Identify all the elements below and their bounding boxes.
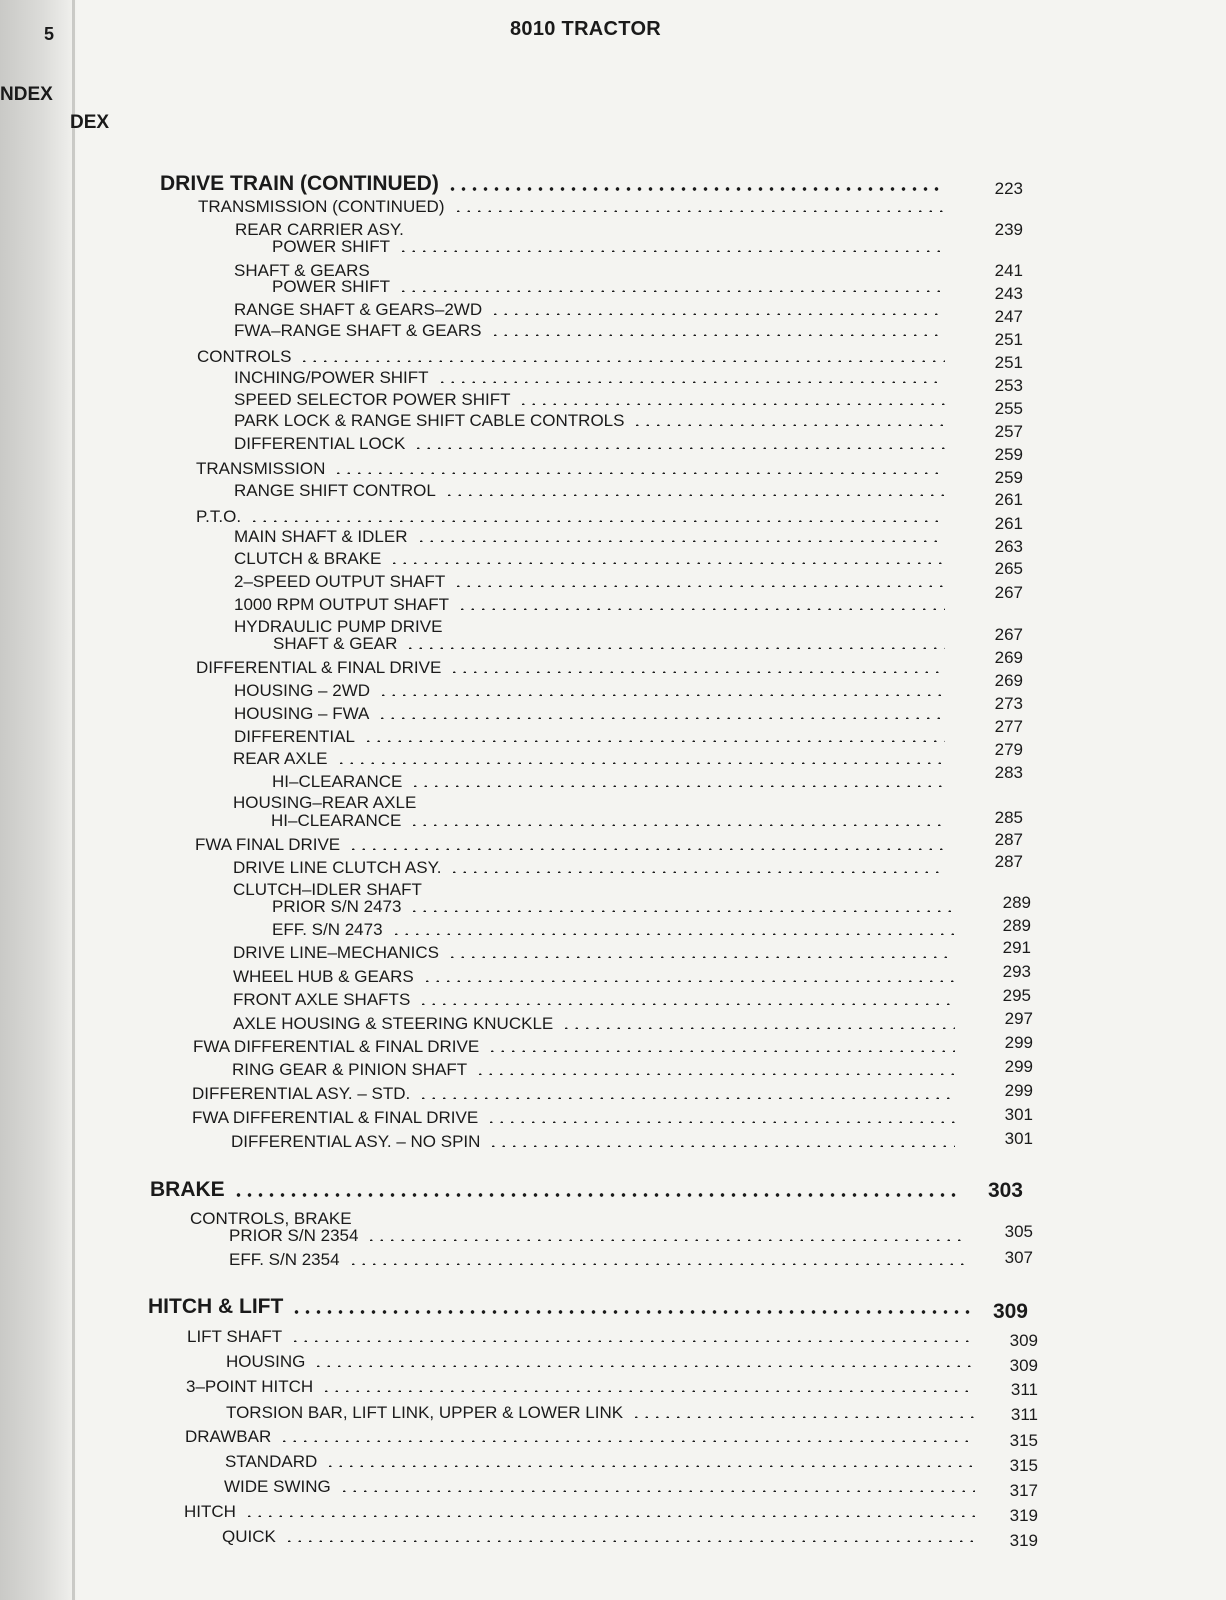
dot-leader bbox=[422, 980, 955, 982]
page-reference: 307 bbox=[1004, 1248, 1033, 1267]
index-subentry bbox=[233, 793, 416, 813]
index-entry bbox=[185, 1427, 271, 1447]
index-entry bbox=[195, 835, 340, 855]
page-reference: 305 bbox=[1004, 1222, 1033, 1241]
entry-title: TRANSMISSION bbox=[196, 459, 326, 478]
index-subentry bbox=[234, 595, 449, 615]
page-reference: 289 bbox=[1002, 893, 1031, 912]
dot-leader bbox=[233, 1193, 960, 1197]
index-subentry bbox=[233, 749, 328, 769]
dot-leader bbox=[299, 360, 945, 362]
page-reference: 301 bbox=[1004, 1105, 1033, 1124]
page-reference: 267 bbox=[994, 583, 1023, 602]
dot-leader bbox=[518, 403, 945, 405]
index-subentry-line bbox=[272, 920, 383, 940]
dot-leader bbox=[249, 520, 945, 522]
dot-leader bbox=[290, 1340, 975, 1342]
page-reference: 291 bbox=[1002, 938, 1031, 957]
page-reference: 285 bbox=[994, 808, 1023, 827]
index-subentry bbox=[222, 1527, 276, 1547]
index-section-heading bbox=[160, 172, 439, 196]
entry-title: TRANSMISSION (CONTINUED) bbox=[198, 197, 445, 216]
dot-leader bbox=[410, 785, 945, 787]
index-subentry-line bbox=[271, 811, 401, 831]
dot-leader bbox=[366, 1239, 965, 1241]
index-subentry bbox=[234, 481, 436, 501]
index-subentry bbox=[233, 967, 414, 987]
entry-title: MAIN SHAFT & IDLER bbox=[234, 527, 408, 546]
entry-title: HOUSING–REAR AXLE bbox=[233, 793, 417, 812]
entry-title: DRIVE LINE CLUTCH ASY. bbox=[233, 858, 442, 877]
dot-leader bbox=[313, 1365, 975, 1367]
dot-leader bbox=[377, 717, 945, 719]
index-subentry-line bbox=[272, 277, 390, 297]
dot-leader bbox=[333, 472, 945, 474]
entry-title: REAR CARRIER ASY. bbox=[235, 220, 404, 239]
entry-title: HOUSING – FWA bbox=[234, 704, 370, 723]
index-subentry bbox=[229, 1250, 340, 1270]
dot-leader bbox=[444, 494, 945, 496]
page-reference: 255 bbox=[994, 399, 1023, 418]
entry-title: STANDARD bbox=[225, 1452, 318, 1471]
index-tab-label: NDEX bbox=[0, 84, 53, 105]
index-tab-label-secondary: DEX bbox=[70, 112, 110, 133]
index-subentry bbox=[231, 1132, 480, 1152]
index-subentry bbox=[234, 434, 405, 454]
dot-leader bbox=[632, 424, 945, 426]
dot-leader bbox=[447, 187, 945, 191]
entry-title: FWA–RANGE SHAFT & GEARS bbox=[234, 321, 482, 340]
index-subentry bbox=[234, 549, 381, 569]
entry-title: PRIOR S/N 2473 bbox=[272, 897, 402, 916]
entry-title: FWA FINAL DRIVE bbox=[195, 835, 341, 854]
page-reference: 241 bbox=[994, 261, 1023, 280]
page-reference: 265 bbox=[994, 559, 1023, 578]
index-subentry bbox=[234, 368, 429, 388]
dot-leader bbox=[325, 1465, 975, 1467]
entry-title: QUICK bbox=[222, 1527, 276, 1546]
index-subentry bbox=[234, 390, 510, 410]
entry-title: 1000 RPM OUTPUT SHAFT bbox=[234, 595, 450, 614]
page-reference: 295 bbox=[1002, 986, 1031, 1005]
index-subentry bbox=[226, 1403, 623, 1423]
dot-leader bbox=[449, 671, 945, 673]
page-reference: 303 bbox=[987, 1179, 1023, 1202]
page-reference: 311 bbox=[1010, 1380, 1038, 1399]
page-reference: 277 bbox=[994, 717, 1023, 736]
index-subentry bbox=[232, 1060, 467, 1080]
entry-title: LIFT SHAFT bbox=[187, 1327, 283, 1346]
entry-title: HI–CLEARANCE bbox=[272, 772, 403, 791]
page-reference: 223 bbox=[994, 179, 1023, 198]
index-subentry bbox=[233, 990, 410, 1010]
index-subentry bbox=[224, 1477, 331, 1497]
index-subentry bbox=[225, 1452, 317, 1472]
entry-title: DRAWBAR bbox=[185, 1427, 272, 1446]
dot-leader bbox=[457, 608, 945, 610]
dot-leader bbox=[391, 933, 955, 935]
page-reference: 309 bbox=[992, 1300, 1028, 1323]
dot-leader bbox=[488, 1145, 955, 1147]
entry-title: AXLE HOUSING & STEERING KNUCKLE bbox=[233, 1014, 554, 1033]
entry-title: HOUSING – 2WD bbox=[234, 681, 371, 700]
entry-title: HYDRAULIC PUMP DRIVE bbox=[234, 617, 443, 636]
entry-title: TORSION BAR, LIFT LINK, UPPER & LOWER LINK bbox=[226, 1403, 624, 1422]
index-subentry bbox=[234, 727, 355, 747]
page-reference: 261 bbox=[994, 490, 1023, 509]
page-reference: 287 bbox=[994, 830, 1023, 849]
index-subentry bbox=[234, 681, 370, 701]
page-reference: 299 bbox=[1004, 1057, 1033, 1076]
page-title: 8010 TRACTOR bbox=[510, 18, 662, 40]
dot-leader bbox=[348, 848, 945, 850]
page-reference: 269 bbox=[994, 671, 1023, 690]
page-reference: 299 bbox=[1004, 1081, 1033, 1100]
index-subentry bbox=[234, 321, 482, 341]
dot-leader bbox=[409, 910, 955, 912]
dot-leader bbox=[475, 1073, 955, 1075]
entry-title: HOUSING bbox=[226, 1352, 306, 1371]
page-reference: 243 bbox=[994, 284, 1023, 303]
dot-leader bbox=[418, 1097, 955, 1099]
entry-title: PARK LOCK & RANGE SHIFT CABLE CONTROLS bbox=[234, 411, 625, 430]
dot-leader bbox=[453, 585, 945, 587]
index-subentry-line bbox=[272, 237, 390, 257]
entry-title: WHEEL HUB & GEARS bbox=[233, 967, 414, 986]
dot-leader bbox=[437, 381, 945, 383]
dot-leader bbox=[348, 1263, 965, 1265]
entry-title: FWA DIFFERENTIAL & FINAL DRIVE bbox=[192, 1108, 479, 1127]
entry-title: P.T.O. bbox=[196, 507, 242, 526]
dot-leader bbox=[291, 1310, 975, 1314]
index-subentry bbox=[234, 527, 408, 547]
index-entry bbox=[197, 347, 291, 367]
entry-title: FWA DIFFERENTIAL & FINAL DRIVE bbox=[193, 1037, 480, 1056]
index-subentry bbox=[229, 1226, 358, 1246]
page-reference: 309 bbox=[1009, 1356, 1038, 1375]
entry-title: EFF. S/N 2473 bbox=[272, 920, 383, 939]
entry-title: RANGE SHAFT & GEARS–2WD bbox=[234, 300, 483, 319]
entry-title: RING GEAR & PINION SHAFT bbox=[232, 1060, 468, 1079]
entry-title: INCHING/POWER SHIFT bbox=[234, 368, 429, 387]
dot-leader bbox=[449, 871, 945, 873]
index-section-heading bbox=[148, 1295, 283, 1319]
page-reference: 253 bbox=[994, 376, 1023, 395]
index-entry bbox=[186, 1377, 313, 1397]
dot-leader bbox=[447, 956, 955, 958]
index-subentry bbox=[234, 300, 482, 320]
dot-leader bbox=[378, 694, 945, 696]
page-reference: 261 bbox=[994, 514, 1023, 533]
page-reference: 287 bbox=[994, 852, 1023, 871]
index-section-heading bbox=[150, 1178, 225, 1202]
index-subentry bbox=[234, 704, 369, 724]
index-subentry bbox=[233, 1014, 553, 1034]
entry-title: EFF. S/N 2354 bbox=[229, 1250, 340, 1269]
dot-leader bbox=[631, 1416, 975, 1418]
page-reference: 293 bbox=[1002, 962, 1031, 981]
page-reference: 273 bbox=[994, 694, 1023, 713]
dot-leader bbox=[244, 1515, 975, 1517]
page-number: 5 bbox=[44, 24, 55, 44]
index-subentry-line bbox=[272, 897, 401, 917]
dot-leader bbox=[416, 540, 946, 542]
entry-title: DRIVE TRAIN (CONTINUED) bbox=[160, 172, 439, 195]
page-reference: 289 bbox=[1002, 916, 1031, 935]
page-reference: 259 bbox=[994, 445, 1023, 464]
index-entry bbox=[193, 1037, 479, 1057]
page-reference: 247 bbox=[994, 307, 1023, 326]
index-entry bbox=[184, 1502, 236, 1522]
entry-title: DIFFERENTIAL ASY. – NO SPIN bbox=[231, 1132, 481, 1151]
entry-title: RANGE SHIFT CONTROL bbox=[234, 481, 436, 500]
index-subentry bbox=[233, 943, 439, 963]
entry-title: WIDE SWING bbox=[224, 1477, 331, 1496]
page-reference: 315 bbox=[1009, 1456, 1038, 1475]
page-reference: 257 bbox=[994, 422, 1023, 441]
page-reference: 269 bbox=[994, 648, 1023, 667]
page-reference: 283 bbox=[994, 763, 1023, 782]
page-reference: 311 bbox=[1010, 1405, 1038, 1424]
entry-title: DIFFERENTIAL ASY. – STD. bbox=[192, 1084, 411, 1103]
dot-leader bbox=[453, 210, 946, 212]
page-reference: 317 bbox=[1009, 1481, 1038, 1500]
page-reference: 267 bbox=[994, 625, 1023, 644]
index-subentry-line bbox=[273, 634, 397, 654]
dot-leader bbox=[321, 1390, 975, 1392]
index-subentry bbox=[226, 1352, 305, 1372]
dot-leader bbox=[398, 250, 945, 252]
index-entry bbox=[192, 1084, 410, 1104]
entry-title: PRIOR S/N 2354 bbox=[229, 1226, 359, 1245]
entry-title: HITCH bbox=[184, 1502, 236, 1521]
entry-title: HITCH & LIFT bbox=[148, 1295, 284, 1318]
index-subentry bbox=[234, 572, 445, 592]
entry-title: SPEED SELECTOR POWER SHIFT bbox=[234, 390, 511, 409]
dot-leader bbox=[490, 313, 945, 315]
page-reference: 279 bbox=[994, 740, 1023, 759]
entry-title: 3–POINT HITCH bbox=[186, 1377, 314, 1396]
entry-title: CLUTCH–IDLER SHAFT bbox=[233, 880, 422, 899]
entry-title: HI–CLEARANCE bbox=[271, 811, 402, 830]
entry-title: BRAKE bbox=[150, 1178, 225, 1201]
entry-title: POWER SHIFT bbox=[272, 237, 391, 256]
entry-title: POWER SHIFT bbox=[272, 277, 391, 296]
entry-title: SHAFT & GEARS bbox=[234, 261, 370, 280]
index-entry bbox=[196, 459, 325, 479]
page-reference: 251 bbox=[994, 330, 1023, 349]
page-reference: 259 bbox=[994, 468, 1023, 487]
dot-leader bbox=[487, 1050, 955, 1052]
entry-title: DIFFERENTIAL LOCK bbox=[234, 434, 406, 453]
index-entry bbox=[187, 1327, 282, 1347]
entry-title: CONTROLS, BRAKE bbox=[190, 1209, 352, 1228]
dot-leader bbox=[339, 1490, 975, 1492]
index-subentry bbox=[233, 858, 441, 878]
dot-leader bbox=[418, 1003, 955, 1005]
entry-title: DRIVE LINE–MECHANICS bbox=[233, 943, 439, 962]
dot-leader bbox=[279, 1440, 975, 1442]
dot-leader bbox=[490, 334, 946, 336]
entry-title: DIFFERENTIAL & FINAL DRIVE bbox=[196, 658, 442, 677]
index-entry bbox=[192, 1108, 478, 1128]
index-entry bbox=[196, 658, 441, 678]
entry-title: 2–SPEED OUTPUT SHAFT bbox=[234, 572, 446, 591]
page-reference: 319 bbox=[1009, 1531, 1038, 1550]
page-reference: 263 bbox=[994, 537, 1023, 556]
page-reference: 315 bbox=[1009, 1431, 1038, 1450]
dot-leader bbox=[486, 1121, 955, 1123]
index-entry bbox=[196, 507, 241, 527]
entry-title: CONTROLS bbox=[197, 347, 292, 366]
dot-leader bbox=[284, 1540, 975, 1542]
dot-leader bbox=[389, 562, 945, 564]
entry-title: REAR AXLE bbox=[233, 749, 328, 768]
page-reference: 319 bbox=[1009, 1506, 1038, 1525]
page-reference: 301 bbox=[1004, 1129, 1033, 1148]
page-reference: 251 bbox=[994, 353, 1023, 372]
dot-leader bbox=[336, 762, 946, 764]
dot-leader bbox=[363, 740, 945, 742]
entry-title: DIFFERENTIAL bbox=[234, 727, 355, 746]
index-entry bbox=[198, 197, 445, 217]
page-reference: 299 bbox=[1004, 1033, 1033, 1052]
page-reference: 297 bbox=[1004, 1009, 1033, 1028]
entry-title: SHAFT & GEAR bbox=[273, 634, 398, 653]
dot-leader bbox=[409, 824, 945, 826]
index-subentry bbox=[234, 411, 624, 431]
entry-title: FRONT AXLE SHAFTS bbox=[233, 990, 411, 1009]
index-subentry-line bbox=[272, 772, 402, 792]
page-reference: 239 bbox=[994, 220, 1023, 239]
dot-leader bbox=[405, 647, 945, 649]
dot-leader bbox=[413, 447, 945, 449]
dot-leader bbox=[561, 1027, 955, 1029]
page-reference: 309 bbox=[1009, 1331, 1038, 1350]
dot-leader bbox=[398, 290, 945, 292]
entry-title: CLUTCH & BRAKE bbox=[234, 549, 382, 568]
